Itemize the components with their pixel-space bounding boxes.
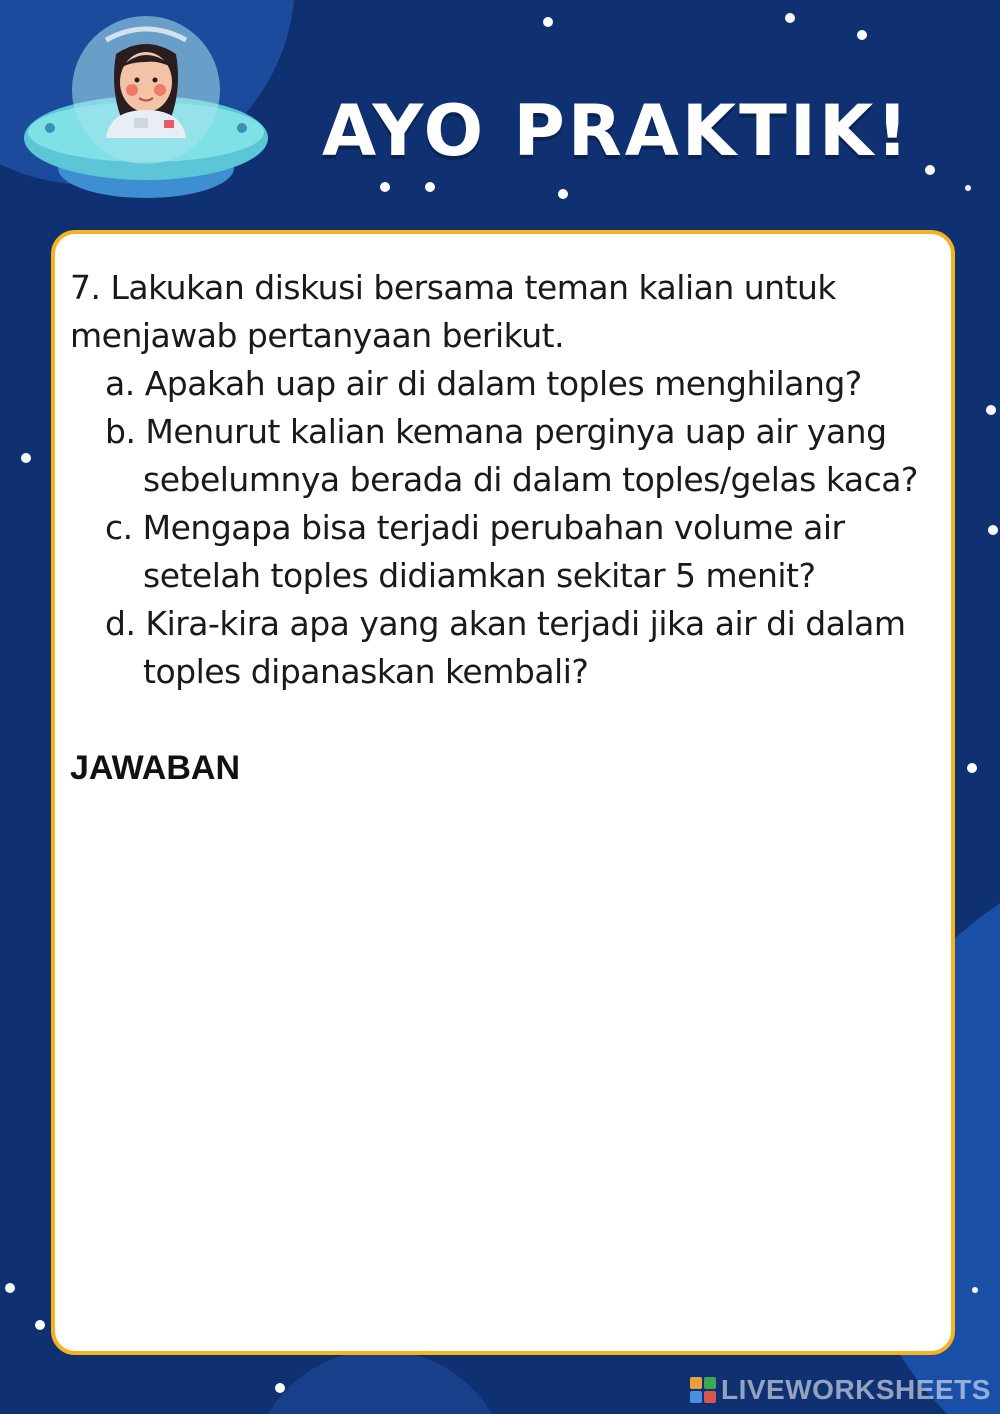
question-block bbox=[70, 264, 940, 696]
question-intro: 7. Lakukan diskusi bersama teman kalian untuk menjawab pertanyaan berikut. bbox=[70, 268, 837, 355]
ufo-astronaut-illustration bbox=[18, 10, 278, 210]
page-title: AYO PRAKTIK! bbox=[322, 90, 912, 172]
answer-area[interactable] bbox=[70, 800, 936, 1320]
answer-label: JAWABAN bbox=[70, 749, 241, 787]
question-item-c: c. Mengapa bisa terjadi perubahan volume air setelah toples didiamkan sekitar 5 menit? bbox=[105, 508, 845, 595]
question-item-b: b. Menurut kalian kemana perginya uap air yang sebelumnya berada di dalam toples/gelas kaca? bbox=[105, 412, 918, 499]
liveworksheets-watermark bbox=[690, 1374, 991, 1406]
watermark-text: LIVEWORKSHEETS bbox=[721, 1374, 991, 1405]
question-item-d: d. Kira-kira apa yang akan terjadi jika air di dalam toples dipanaskan kembali? bbox=[105, 604, 906, 691]
liveworksheets-logo-icon bbox=[690, 1377, 716, 1403]
question-item-a: a. Apakah uap air di dalam toples menghilang? bbox=[105, 364, 862, 403]
